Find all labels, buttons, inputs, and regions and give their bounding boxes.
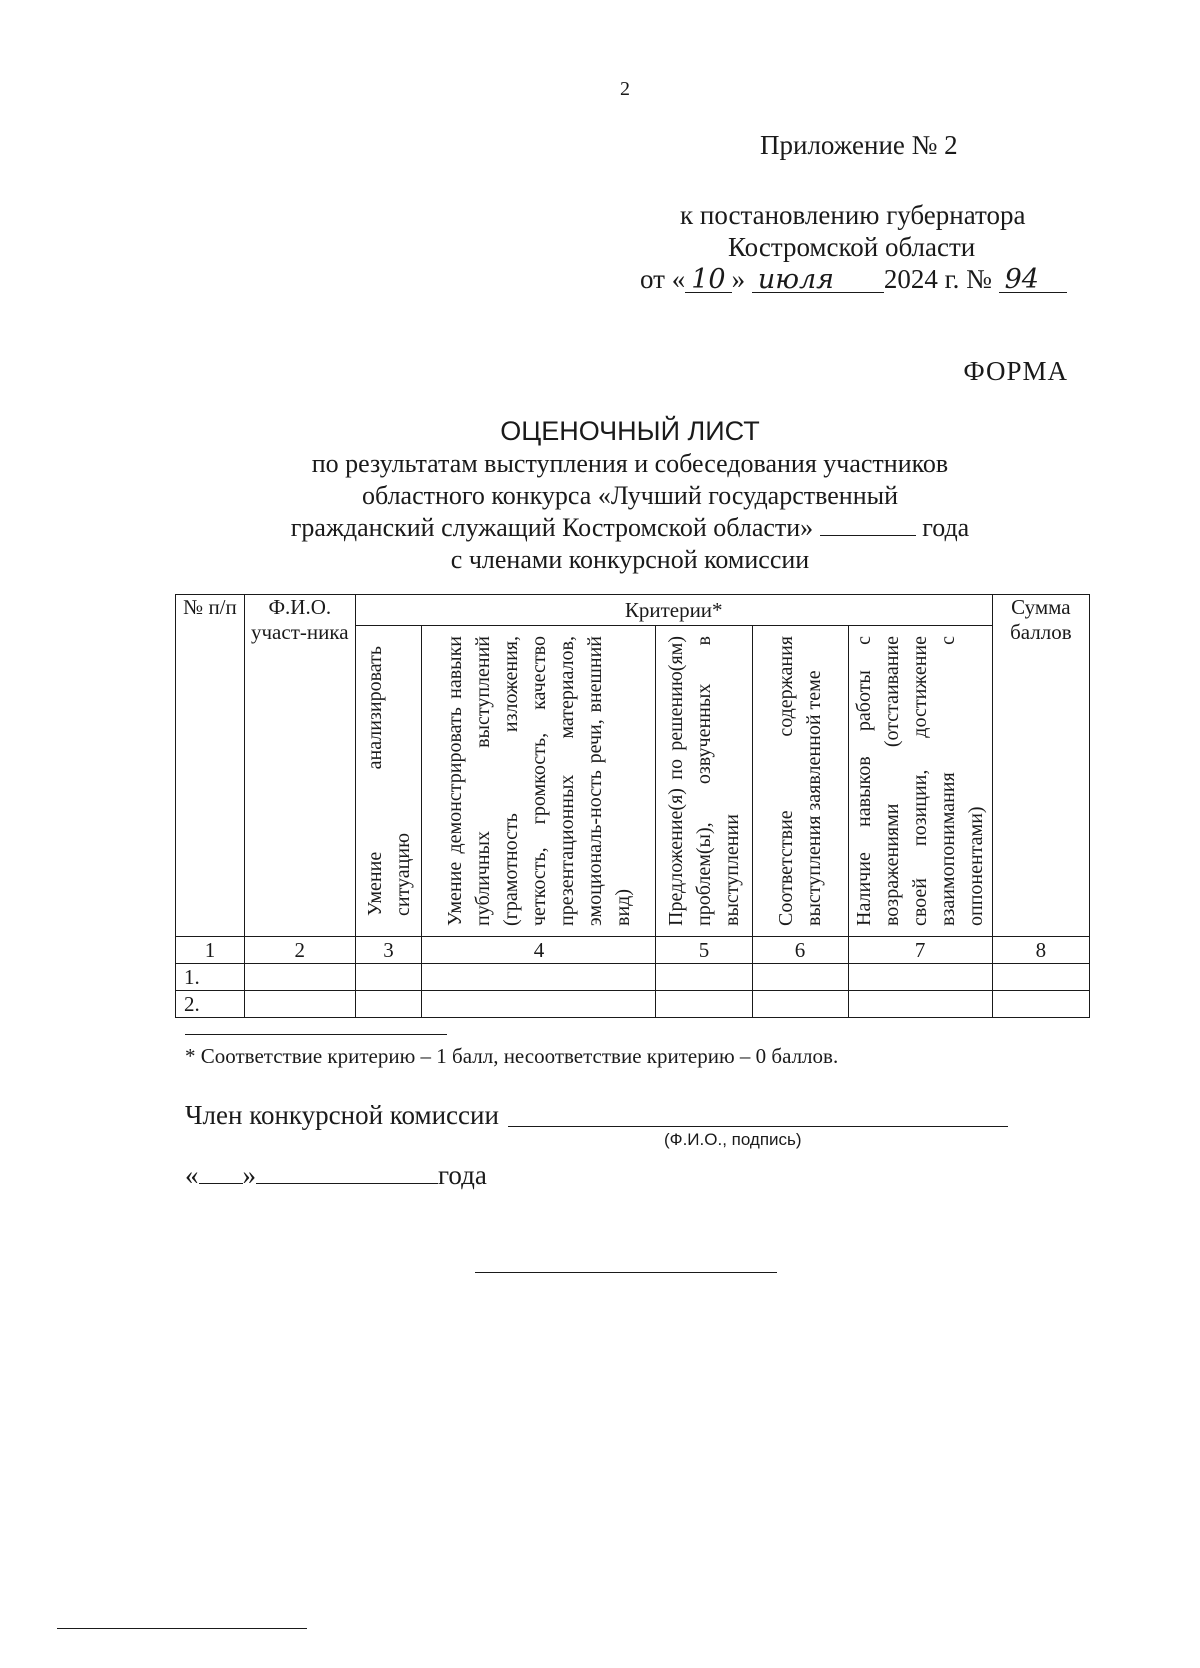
table-cell[interactable] — [422, 991, 656, 1018]
column-number: 4 — [422, 937, 656, 964]
footnote-separator — [185, 1034, 447, 1035]
signature-line[interactable] — [508, 1126, 1008, 1127]
row-number: 2. — [176, 991, 245, 1018]
table-cell[interactable] — [422, 964, 656, 991]
date-close-quote: » — [242, 1160, 256, 1190]
table-cell[interactable] — [244, 991, 355, 1018]
criterion-cell — [355, 626, 422, 937]
score-table — [175, 594, 1090, 1018]
footnote: * Соответствие критерию – 1 балл, несоответствие критерию – 0 баллов. — [185, 1044, 839, 1068]
signature-caption: (Ф.И.О., подпись) — [664, 1130, 802, 1149]
date-open-quote: « — [185, 1160, 199, 1190]
date-day-blank[interactable] — [199, 1161, 243, 1184]
commission-member-label: Член конкурсной комиссии — [185, 1100, 499, 1130]
document-title-block — [250, 414, 1010, 576]
header-total-score: Сумма баллов — [992, 595, 1089, 937]
column-number: 8 — [992, 937, 1089, 964]
table-row — [176, 991, 1090, 1018]
ref-from: от « — [640, 264, 686, 294]
criterion-3: Предложение(я) по решению(ям) проблем(ы), озвученных в выступлении — [664, 636, 743, 926]
handwritten-month: июля — [752, 268, 884, 293]
table-cell[interactable] — [355, 991, 422, 1018]
table-cell[interactable] — [752, 991, 848, 1018]
header-participant-name: Ф.И.О. участ-ника — [244, 595, 355, 937]
table-cell[interactable] — [656, 964, 752, 991]
table-row — [176, 964, 1090, 991]
resolution-reference-line2: Костромской области — [728, 232, 976, 262]
header-criteria: Критерии* — [355, 595, 992, 626]
handwritten-number: 94 — [999, 268, 1067, 293]
criterion-4: Соответствие содержания выступления заявленной теме — [775, 636, 826, 926]
criterion-1: Умение анализировать ситуацию — [363, 646, 414, 916]
criterion-5: Наличие навыков работы с возражениями (отстаивание своей позиции, достижение взаимопонимания с оппонентами) — [853, 636, 988, 926]
resolution-reference-line1: к постановлению губернатора — [680, 200, 1026, 230]
criterion-cell — [656, 626, 752, 937]
title-line4: с членами конкурсной комиссии — [450, 545, 810, 574]
title-line3-end: года — [922, 513, 970, 542]
title-line3-start: гражданский служащий Костромской области» — [290, 513, 814, 542]
criterion-cell — [752, 626, 848, 937]
page-number: 2 — [620, 78, 630, 100]
column-number: 5 — [656, 937, 752, 964]
table-cell[interactable] — [848, 964, 992, 991]
resolution-date-line — [640, 264, 1067, 295]
row-number: 1. — [176, 964, 245, 991]
header-row-number: № п/п — [176, 595, 245, 937]
year-blank-line — [820, 515, 916, 536]
ref-year: 2024 г. № — [883, 264, 992, 294]
document-title: ОЦЕНОЧНЫЙ ЛИСТ — [500, 416, 760, 446]
criterion-2: Умение демонстрировать навыки публичных выступлений (грамотность изложения, четкость, громкость, качество презентационных материалов, эмоциональ-ность речи, внешний вид) — [443, 636, 634, 926]
signature-date-line — [185, 1160, 487, 1191]
handwritten-day: 10 — [685, 268, 731, 293]
date-suffix: года — [438, 1160, 487, 1190]
table-cell[interactable] — [992, 991, 1089, 1018]
column-number: 1 — [176, 937, 245, 964]
table-cell[interactable] — [848, 991, 992, 1018]
table-cell[interactable] — [992, 964, 1089, 991]
table-cell[interactable] — [752, 964, 848, 991]
table-cell[interactable] — [355, 964, 422, 991]
column-numbers-row — [176, 937, 1090, 964]
end-of-form-rule — [475, 1272, 777, 1273]
title-line3 — [250, 512, 1010, 544]
column-number: 6 — [752, 937, 848, 964]
title-line1: по результатам выступления и собеседования участников — [311, 449, 949, 478]
column-number: 2 — [244, 937, 355, 964]
page-bottom-rule — [57, 1628, 307, 1629]
column-number: 7 — [848, 937, 992, 964]
table-cell[interactable] — [656, 991, 752, 1018]
criterion-cell — [848, 626, 992, 937]
form-label: ФОРМА — [963, 356, 1068, 386]
score-table-wrapper — [175, 594, 1090, 1018]
table-cell[interactable] — [244, 964, 355, 991]
title-line2: областного конкурса «Лучший государственный — [362, 481, 898, 510]
appendix-title: Приложение № 2 — [760, 130, 958, 160]
ref-close-quote: » — [731, 264, 746, 294]
date-month-blank[interactable] — [256, 1161, 438, 1184]
column-number: 3 — [355, 937, 422, 964]
criterion-cell — [422, 626, 656, 937]
